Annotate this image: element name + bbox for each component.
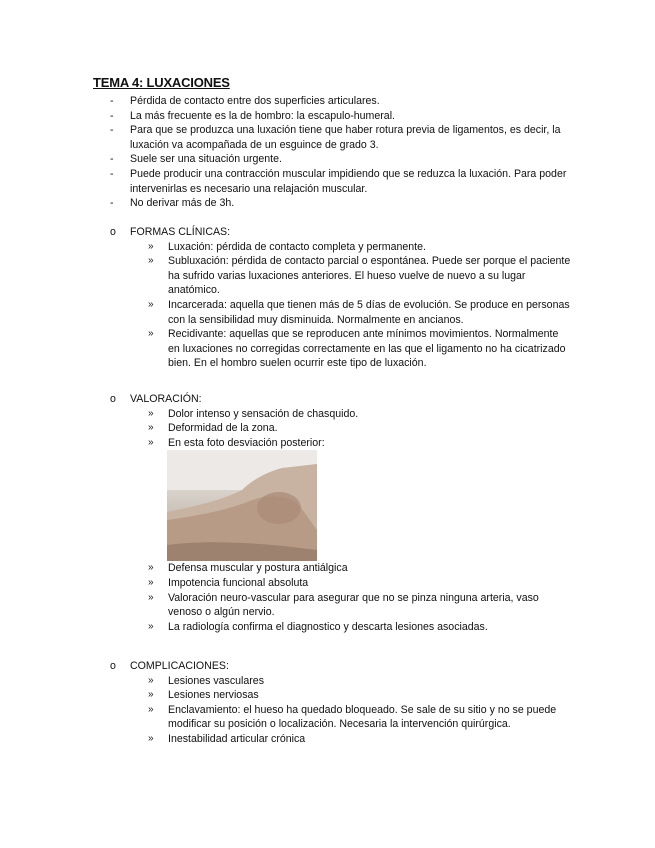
section-heading-text: VALORACIÓN: xyxy=(130,393,202,405)
section-marker: o xyxy=(110,226,116,238)
bullet-marker: » xyxy=(148,328,154,340)
dash-marker: - xyxy=(110,153,114,166)
section-heading-text: FORMAS CLÍNICAS: xyxy=(130,226,231,238)
list-item xyxy=(0,561,573,576)
section-heading xyxy=(0,392,655,407)
bullet-marker: » xyxy=(148,591,154,603)
bullet-marker: » xyxy=(148,240,154,252)
bullet-marker: » xyxy=(148,436,154,448)
bullet-marker: » xyxy=(148,689,154,701)
list-item xyxy=(0,732,573,747)
bullet-marker: » xyxy=(148,422,154,434)
bullet-marker: » xyxy=(148,255,154,267)
list-item xyxy=(0,421,573,436)
list-item-text: Deformidad de la zona. xyxy=(168,422,278,435)
list-item-text: Defensa muscular y postura antiálgica xyxy=(168,562,348,575)
dash-marker: - xyxy=(110,197,114,210)
list-item xyxy=(0,436,573,451)
bullet-marker: » xyxy=(148,703,154,715)
bullet-marker: » xyxy=(148,562,154,574)
list-item-text: Enclavamiento: el hueso ha quedado bloqueado. Se sale de su sitio y no se puede modificar su posición o localización. Necesaria la intervención quirúrgica. xyxy=(168,703,557,731)
bullet-marker: » xyxy=(148,298,154,310)
list-item-text: Inestabilidad articular crónica xyxy=(168,732,306,745)
list-item xyxy=(0,94,570,109)
list-item-text: Lesiones vasculares xyxy=(168,674,264,687)
list-item-text: Para que se produzca una luxación tiene que haber rotura previa de ligamentos, es decir, la luxación va acompañada de un esguince de grado 3. xyxy=(130,124,561,151)
list-item xyxy=(0,196,570,211)
list-item xyxy=(0,688,573,703)
ankle-dislocation-photo xyxy=(167,450,317,561)
list-item-text: Suele ser una situación urgente. xyxy=(130,153,282,166)
complicaciones-section xyxy=(0,659,655,747)
bullet-marker: » xyxy=(148,407,154,419)
list-item xyxy=(0,407,573,422)
list-item xyxy=(0,254,573,298)
bullet-marker: » xyxy=(148,674,154,686)
dash-marker: - xyxy=(110,124,114,137)
dash-marker: - xyxy=(110,109,114,122)
dash-marker: - xyxy=(110,167,114,180)
list-item-text: Lesiones nerviosas xyxy=(168,689,259,702)
bullet-marker: » xyxy=(148,732,154,744)
page-title: TEMA 4: LUXACIONES xyxy=(93,75,230,90)
list-item xyxy=(0,109,570,124)
list-item-text: En esta foto desviación posterior: xyxy=(168,436,325,449)
list-item-text: Recidivante: aquellas que se reproducen ante mínimos movimientos. Normalmente en luxaciones no corregidas correctamente en las que el ligamento no ha cicatrizado bien. En el hombro suelen ocurrir este tipo de luxación. xyxy=(168,328,566,370)
list-item-text: Puede producir una contracción muscular impidiendo que se reduzca la luxación. Para poder intervenirlas es necesario una relajación muscular. xyxy=(130,167,567,195)
dash-marker: - xyxy=(110,95,114,107)
list-item xyxy=(0,674,573,689)
list-item-text: Impotencia funcional absoluta xyxy=(168,576,309,589)
list-item-text: La más frecuente es la de hombro: la escapulo-humeral. xyxy=(130,109,395,122)
list-item-text: Subluxación: pérdida de contacto parcial o espontánea. Puede ser porque el paciente ha sufrido varias luxaciones anteriores. El hueso vuelve de nuevo a su lugar anatómico. xyxy=(168,255,571,297)
list-item xyxy=(0,298,573,327)
section-marker: o xyxy=(110,393,116,405)
list-item-text: Incarcerada: aquella que tienen más de 5 días de evolución. Se produce en personas con la sensibilidad muy disminuida. Normalmente en ancianos. xyxy=(168,298,570,326)
intro-list xyxy=(0,94,655,211)
list-item xyxy=(0,703,573,732)
formas-clinicas-section xyxy=(0,225,655,371)
section-heading xyxy=(0,225,655,240)
valoracion-section xyxy=(0,392,655,634)
list-item xyxy=(0,152,570,167)
list-item-text: Luxación: pérdida de contacto completa y permanente. xyxy=(168,240,426,253)
bullet-marker: » xyxy=(148,620,154,632)
list-item xyxy=(0,327,573,371)
list-item xyxy=(0,240,573,255)
list-item xyxy=(0,576,573,591)
list-item-text: No derivar más de 3h. xyxy=(130,197,235,210)
list-item xyxy=(0,123,570,152)
list-item xyxy=(0,620,573,635)
list-item-text: Dolor intenso y sensación de chasquido. xyxy=(168,407,359,420)
list-item xyxy=(0,167,570,196)
ankle-bulge xyxy=(257,492,301,524)
section-heading-text: COMPLICACIONES: xyxy=(130,660,229,672)
list-item xyxy=(0,591,573,620)
ankle-illustration xyxy=(167,450,317,561)
section-marker: o xyxy=(110,660,116,672)
list-item-text: La radiología confirma el diagnostico y descarta lesiones asociadas. xyxy=(168,620,488,633)
bullet-marker: » xyxy=(148,576,154,588)
list-item-text: Pérdida de contacto entre dos superficies articulares. xyxy=(130,95,380,107)
list-item-text: Valoración neuro-vascular para asegurar que no se pinza ninguna arteria, vaso venoso o algún nervio. xyxy=(168,591,539,619)
section-heading xyxy=(0,659,655,674)
